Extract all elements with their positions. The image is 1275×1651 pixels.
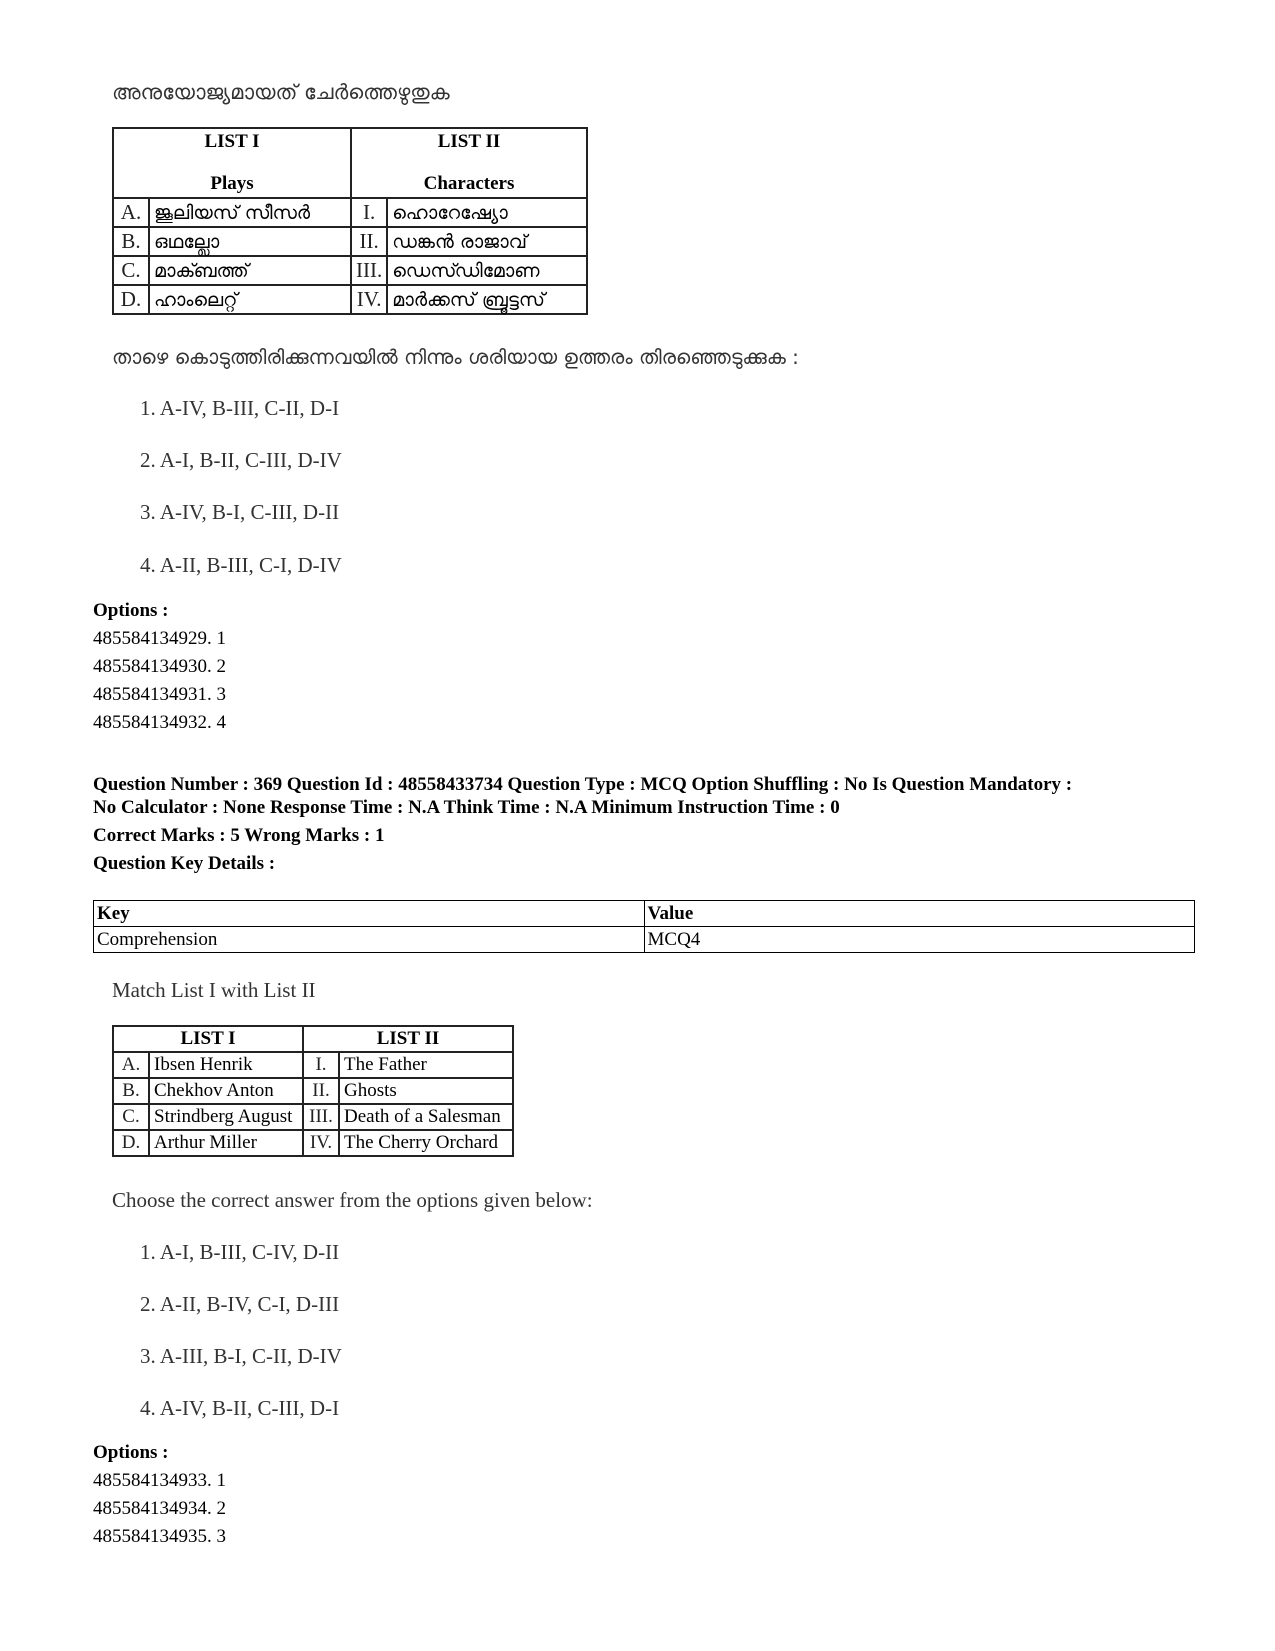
list1-item: ജൂലിയസ് സീസർ	[149, 198, 351, 227]
list2-item: Death of a Salesman	[339, 1104, 513, 1130]
list1-subtitle: Plays	[210, 173, 254, 194]
option-id: 485584134935. 3	[93, 1526, 226, 1547]
row-label: D.	[113, 1130, 149, 1156]
list2-header	[351, 128, 587, 198]
row-label: A.	[113, 198, 149, 227]
table-row	[113, 1130, 513, 1156]
list1-item: മാക്ബത്ത്	[149, 256, 351, 285]
answer-choice: 4. A-IV, B-II, C-III, D-I	[140, 1396, 340, 1420]
row-label: D.	[113, 285, 149, 314]
table-header-row	[113, 1026, 513, 1052]
list1-header: LIST I	[113, 1026, 303, 1052]
row-label: II.	[351, 227, 387, 256]
choose-instruction-ml: താഴെ കൊടുത്തിരിക്കുന്നവയിൽ നിന്നും ശരിയായ ഉത്തരം തിരഞ്ഞെടുക്കുക :	[112, 345, 799, 369]
list1-item: ഒഥല്ലോ	[149, 227, 351, 256]
question-meta-line2: No Calculator : None Response Time : N.A Think Time : N.A Minimum Instruction Time : 0	[93, 797, 840, 818]
row-label: IV.	[351, 285, 387, 314]
list1-title: LIST I	[204, 131, 260, 152]
row-label: C.	[113, 256, 149, 285]
question-key-details: Question Key Details :	[93, 853, 276, 874]
match-table-ml	[112, 127, 588, 315]
question-instruction-en: Match List I with List II	[112, 978, 316, 1002]
list2-item: The Father	[339, 1052, 513, 1078]
options-heading: Options :	[93, 1442, 169, 1463]
row-label: B.	[113, 1078, 149, 1104]
key-header: Key	[94, 901, 645, 927]
match-table-en	[112, 1025, 514, 1157]
table-row	[113, 285, 587, 314]
answer-choice: 3. A-IV, B-I, C-III, D-II	[140, 500, 340, 524]
row-label: III.	[351, 256, 387, 285]
row-label: III.	[303, 1104, 339, 1130]
table-row	[113, 198, 587, 227]
answer-choice: 2. A-II, B-IV, C-I, D-III	[140, 1292, 340, 1316]
table-row	[113, 1052, 513, 1078]
answer-choice: 1. A-IV, B-III, C-II, D-I	[140, 396, 340, 420]
answer-choice: 3. A-III, B-I, C-II, D-IV	[140, 1344, 342, 1368]
row-label: B.	[113, 227, 149, 256]
answer-choice: 1. A-I, B-III, C-IV, D-II	[140, 1240, 340, 1264]
table-row	[113, 256, 587, 285]
table-row	[94, 927, 1195, 953]
row-label: A.	[113, 1052, 149, 1078]
answer-choice: 2. A-I, B-II, C-III, D-IV	[140, 448, 342, 472]
option-id: 485584134933. 1	[93, 1470, 226, 1491]
list1-header	[113, 128, 351, 198]
question-marks: Correct Marks : 5 Wrong Marks : 1	[93, 825, 385, 846]
key-cell: Comprehension	[94, 927, 645, 953]
list1-item: Strindberg August	[149, 1104, 303, 1130]
option-id: 485584134932. 4	[93, 712, 226, 733]
table-row	[113, 1104, 513, 1130]
table-row	[113, 1078, 513, 1104]
list1-item: ഹാംലെറ്റ്	[149, 285, 351, 314]
value-header: Value	[644, 901, 1195, 927]
table-header-row	[113, 128, 587, 198]
list2-item: The Cherry Orchard	[339, 1130, 513, 1156]
row-label: C.	[113, 1104, 149, 1130]
option-id: 485584134930. 2	[93, 656, 226, 677]
table-header-row	[94, 901, 1195, 927]
value-cell: MCQ4	[644, 927, 1195, 953]
list2-item: Ghosts	[339, 1078, 513, 1104]
list2-subtitle: Characters	[423, 173, 515, 194]
list2-title: LIST II	[437, 131, 501, 152]
list1-item: Chekhov Anton	[149, 1078, 303, 1104]
list1-item: Arthur Miller	[149, 1130, 303, 1156]
answer-choice: 4. A-II, B-III, C-I, D-IV	[140, 553, 342, 577]
question-instruction-ml: അനുയോജ്യമായത് ചേർത്തെഴുതുക	[112, 80, 450, 104]
list2-item: ഡെസ്ഡിമോണ	[387, 256, 587, 285]
option-id: 485584134934. 2	[93, 1498, 226, 1519]
question-meta-line1: Question Number : 369 Question Id : 48558433734 Question Type : MCQ Option Shuffling : No Is Question Mandatory :	[93, 774, 1073, 795]
row-label: I.	[303, 1052, 339, 1078]
options-heading: Options :	[93, 600, 169, 621]
row-label: II.	[303, 1078, 339, 1104]
list2-header: LIST II	[303, 1026, 513, 1052]
option-id: 485584134929. 1	[93, 628, 226, 649]
list1-item: Ibsen Henrik	[149, 1052, 303, 1078]
row-label: I.	[351, 198, 387, 227]
row-label: IV.	[303, 1130, 339, 1156]
list2-item: ഹൊറേഷ്യോ	[387, 198, 587, 227]
option-id: 485584134931. 3	[93, 684, 226, 705]
key-value-table	[93, 900, 1195, 953]
table-row	[113, 227, 587, 256]
choose-instruction-en: Choose the correct answer from the options given below:	[112, 1188, 593, 1212]
list2-item: ഡങ്കൻ രാജാവ്	[387, 227, 587, 256]
list2-item: മാർക്കസ് ബ്രൂട്ടസ്	[387, 285, 587, 314]
